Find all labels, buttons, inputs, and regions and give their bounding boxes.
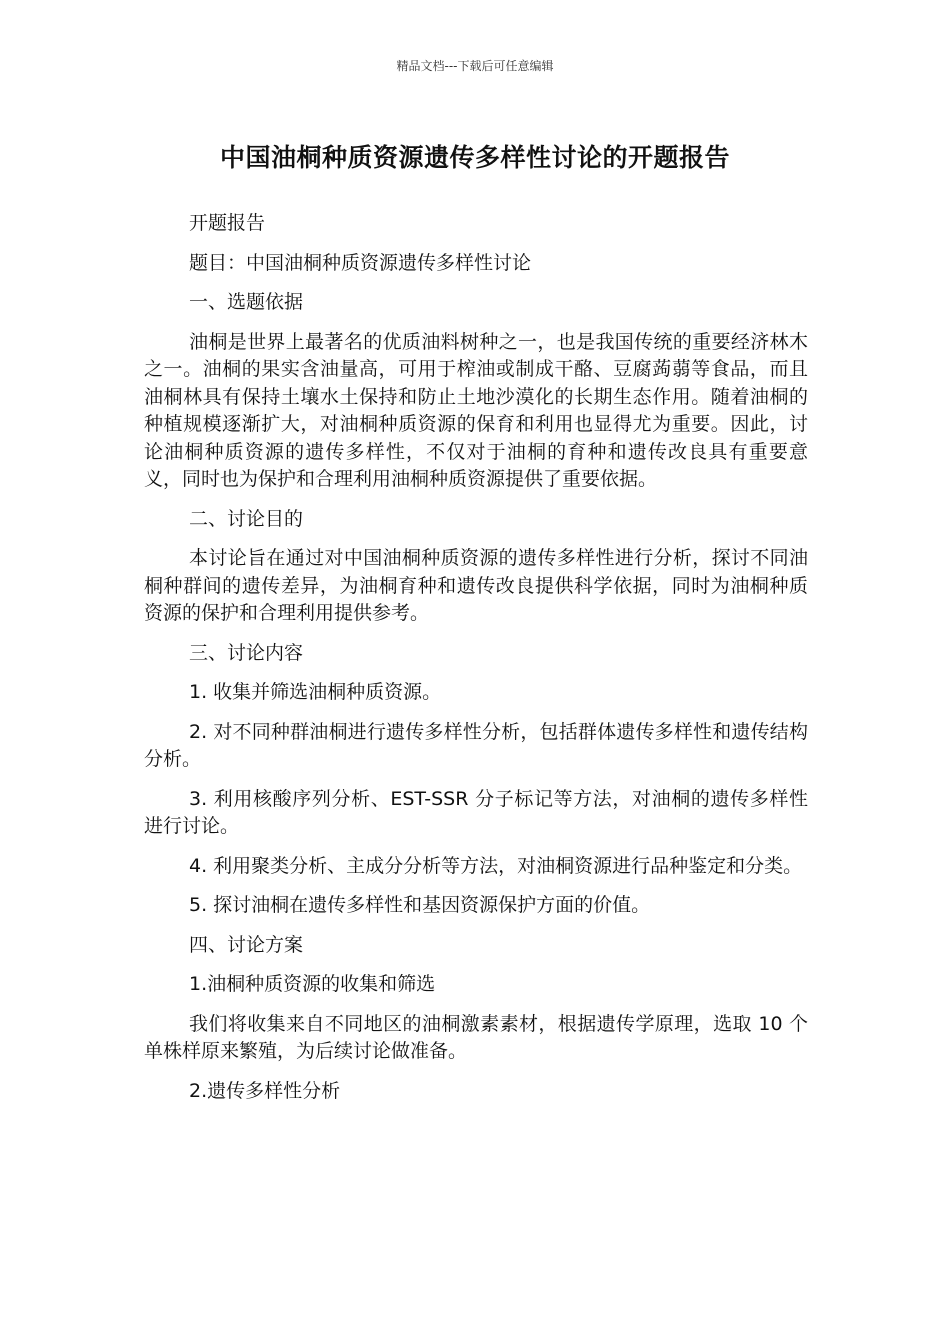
subheading-diversity-analysis: 2.遗传多样性分析 <box>189 1079 341 1102</box>
document-body <box>144 210 808 1117</box>
list-item-content-1: 1. 收集并筛选油桐种质资源。 <box>189 681 442 703</box>
paragraph-topic: 题目：中国油桐种质资源遗传多样性讨论 <box>189 251 532 274</box>
page-header: 精品文档---下载后可任意编辑 <box>396 59 554 73</box>
section-heading-plan: 四、讨论方案 <box>189 933 304 956</box>
section-heading-purpose: 二、讨论目的 <box>189 507 304 530</box>
paragraph-purpose: 本讨论旨在通过对中国油桐种质资源的遗传多样性进行分析，探讨不同油桐种群间的遗传差异，为油桐育种和遗传改良提供科学依据，同时为油桐种质资源的保护和合理利用提供参考。 <box>144 547 808 624</box>
section-heading-content: 三、讨论内容 <box>189 641 304 664</box>
list-item-content-4: 4. 利用聚类分析、主成分分析等方法，对油桐资源进行品种鉴定和分类。 <box>189 854 803 877</box>
subheading-collection: 1.油桐种质资源的收集和筛选 <box>189 973 436 995</box>
list-item-content-5: 5. 探讨油桐在遗传多样性和基因资源保护方面的价值。 <box>189 894 651 916</box>
list-item-content-3: 3. 利用核酸序列分析、EST-SSR 分子标记等方法，对油桐的遗传多样性进行讨论。 <box>144 787 808 837</box>
list-item-content-2: 2. 对不同种群油桐进行遗传多样性分析，包括群体遗传多样性和遗传结构分析。 <box>144 720 808 770</box>
paragraph-report-label: 开题报告 <box>189 212 266 234</box>
paragraph-basis: 油桐是世界上最著名的优质油料树种之一，也是我国传统的重要经济林木之一。油桐的果实含油量高，可用于榨油或制成干酪、豆腐蒟蒻等食品，而且油桐林具有保持土壤水土保持和防止土地沙漠化的长期生态作用。随着油桐的种植规模逐渐扩大，对油桐种质资源的保育和利用也显得尤为重要。因此，讨论油桐种质资源的遗传多样性，不仅对于油桐的育种和遗传改良具有重要意义，同时也为保护和合理利用油桐种质资源提供了重要依据。 <box>144 330 808 490</box>
document-title: 中国油桐种质资源遗传多样性讨论的开题报告 <box>219 143 730 172</box>
paragraph-collection: 我们将收集来自不同地区的油桐激素素材，根据遗传学原理，选取 10 个单株样原来繁殖，为后续讨论做准备。 <box>144 1012 808 1062</box>
section-heading-basis: 一、选题依据 <box>189 291 304 313</box>
